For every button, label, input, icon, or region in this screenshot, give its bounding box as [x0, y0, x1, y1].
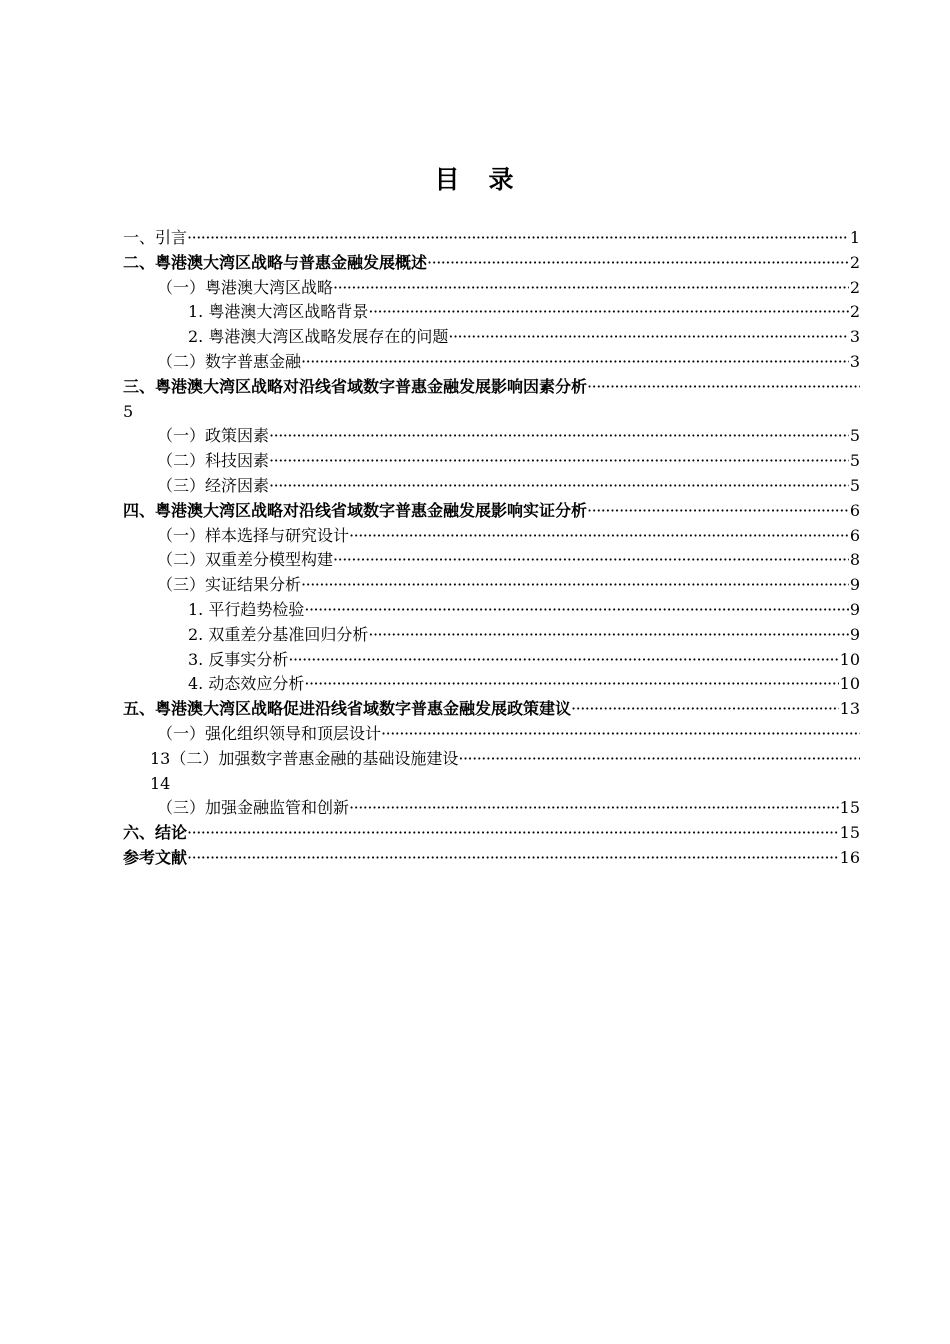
toc-entry-label: 一、引言 [123, 228, 188, 247]
toc-entry[interactable] [123, 573, 860, 598]
toc-entry-label: （三）经济因素 [157, 475, 270, 495]
toc-page-number: 2 [849, 277, 860, 297]
toc-entry[interactable] [123, 300, 860, 325]
toc-entry[interactable] [123, 747, 860, 772]
toc-entry[interactable] [123, 697, 860, 722]
toc-dot-leader [333, 276, 849, 301]
toc-entry-label: （二）数字普惠金融 [157, 351, 302, 371]
toc-entry[interactable] [123, 548, 860, 573]
toc-entry[interactable] [123, 499, 860, 524]
toc-entry-label: 五、粤港澳大湾区战略促进沿线省域数字普惠金融发展政策建议 [123, 699, 572, 719]
toc-dot-leader [368, 623, 848, 648]
toc-page-number: 5 [123, 401, 134, 421]
toc-entry[interactable] [123, 722, 860, 747]
toc-dot-leader [288, 648, 838, 673]
toc-entry-label: 四、粤港澳大湾区战略对沿线省域数字普惠金融发展影响实证分析 [123, 500, 588, 520]
toc-dot-leader [269, 424, 849, 449]
toc-entry[interactable] [123, 375, 860, 400]
toc-page-number: 1 [849, 228, 860, 247]
toc-entry[interactable] [123, 474, 860, 499]
toc-dot-leader [349, 796, 839, 821]
toc-dot-leader [333, 548, 849, 573]
toc-page-number: 5 [849, 475, 860, 495]
toc-entry-label: 1. 平行趋势检验 [188, 599, 305, 619]
toc-entry[interactable] [123, 846, 860, 871]
toc-entry[interactable] [123, 672, 860, 697]
toc-dot-leader [448, 325, 848, 350]
toc-page-number: 3 [849, 327, 860, 347]
toc-dot-leader [587, 375, 860, 400]
toc-entry[interactable] [123, 226, 860, 251]
toc-page-number: 2 [849, 252, 860, 272]
toc-entry[interactable] [123, 350, 860, 375]
toc-entry-label: 3. 反事实分析 [188, 649, 289, 669]
toc-page-number: 5 [849, 426, 860, 446]
toc-entry[interactable] [123, 796, 860, 821]
toc-entry-label: 4. 动态效应分析 [188, 674, 305, 694]
page-title: 目 录 [434, 165, 516, 194]
toc-dot-leader [187, 226, 849, 251]
toc-entry-label: （一）强化组织领导和顶层设计 [157, 723, 382, 743]
toc-entry[interactable] [123, 524, 860, 549]
toc-entry-label: 三、粤港澳大湾区战略对沿线省域数字普惠金融发展影响因素分析 [123, 376, 588, 396]
toc-page-number: 16 [839, 847, 860, 867]
toc-page-number: 6 [849, 500, 860, 520]
toc-page-number: 9 [849, 575, 860, 595]
toc-page-number: 5 [849, 451, 860, 471]
toc-page-number: 8 [849, 550, 860, 570]
toc-entry[interactable] [123, 251, 860, 276]
toc-dot-leader [458, 747, 860, 772]
toc-entry-label: 二、粤港澳大湾区战略与普惠金融发展概述 [123, 252, 428, 272]
toc-page-number: 9 [849, 599, 860, 619]
toc-page-number: 15 [839, 798, 860, 818]
toc-entry[interactable] [123, 821, 860, 846]
toc-dot-leader [587, 499, 849, 524]
toc-entry-label: （三）实证结果分析 [157, 575, 302, 595]
toc-dot-leader [304, 672, 838, 697]
toc-page-number: 2 [849, 302, 860, 322]
toc-entry-label: 参考文献 [123, 847, 188, 867]
toc-entry-label: 六、结论 [123, 823, 188, 843]
toc-page-number: 13 [839, 699, 860, 719]
toc-dot-leader [269, 449, 849, 474]
toc-entry[interactable] [123, 598, 860, 623]
toc-page-number: 3 [849, 351, 860, 371]
toc-page-number: 9 [849, 624, 860, 644]
toc-entry[interactable] [123, 648, 860, 673]
toc-entry-label: （二）双重差分模型构建 [157, 550, 334, 570]
toc-page-number: 6 [849, 525, 860, 545]
toc-entry-label: 1. 粤港澳大湾区战略背景 [188, 302, 369, 322]
toc-entry-label: 14 [150, 773, 171, 793]
toc-entry-label: 13（二）加强数字普惠金融的基础设施建设 [150, 748, 459, 768]
toc-entry-label: （一）粤港澳大湾区战略 [157, 277, 334, 297]
toc-dot-leader [301, 350, 849, 375]
toc-entry-label: （一）样本选择与研究设计 [157, 525, 350, 545]
toc-entry-label: （三）加强金融监管和创新 [157, 798, 350, 818]
toc-entry-label: 2. 双重差分基准回归分析 [188, 624, 369, 644]
toc-entry[interactable] [123, 772, 860, 797]
toc-entry[interactable] [123, 424, 860, 449]
toc-dot-leader [304, 598, 848, 623]
table-of-contents [123, 226, 860, 871]
toc-entry[interactable] [123, 276, 860, 301]
toc-dot-leader [301, 573, 849, 598]
toc-dot-leader [187, 846, 839, 871]
toc-entry[interactable] [123, 325, 860, 350]
toc-page-number: 10 [839, 649, 860, 669]
toc-dot-leader [269, 474, 849, 499]
toc-dot-leader [349, 524, 849, 549]
toc-entry[interactable] [123, 623, 860, 648]
toc-page-number: 10 [839, 674, 860, 694]
toc-dot-leader [187, 821, 839, 846]
toc-entry-label: （一）政策因素 [157, 426, 270, 446]
toc-dot-leader [571, 697, 839, 722]
toc-page-number: 15 [839, 823, 860, 843]
toc-entry-label: （二）科技因素 [157, 451, 270, 471]
toc-entry[interactable] [123, 400, 860, 425]
toc-dot-leader [368, 300, 848, 325]
toc-dot-leader [427, 251, 849, 276]
toc-entry-label: 2. 粤港澳大湾区战略发展存在的问题 [188, 327, 449, 347]
toc-entry[interactable] [123, 449, 860, 474]
toc-dot-leader [381, 722, 860, 747]
